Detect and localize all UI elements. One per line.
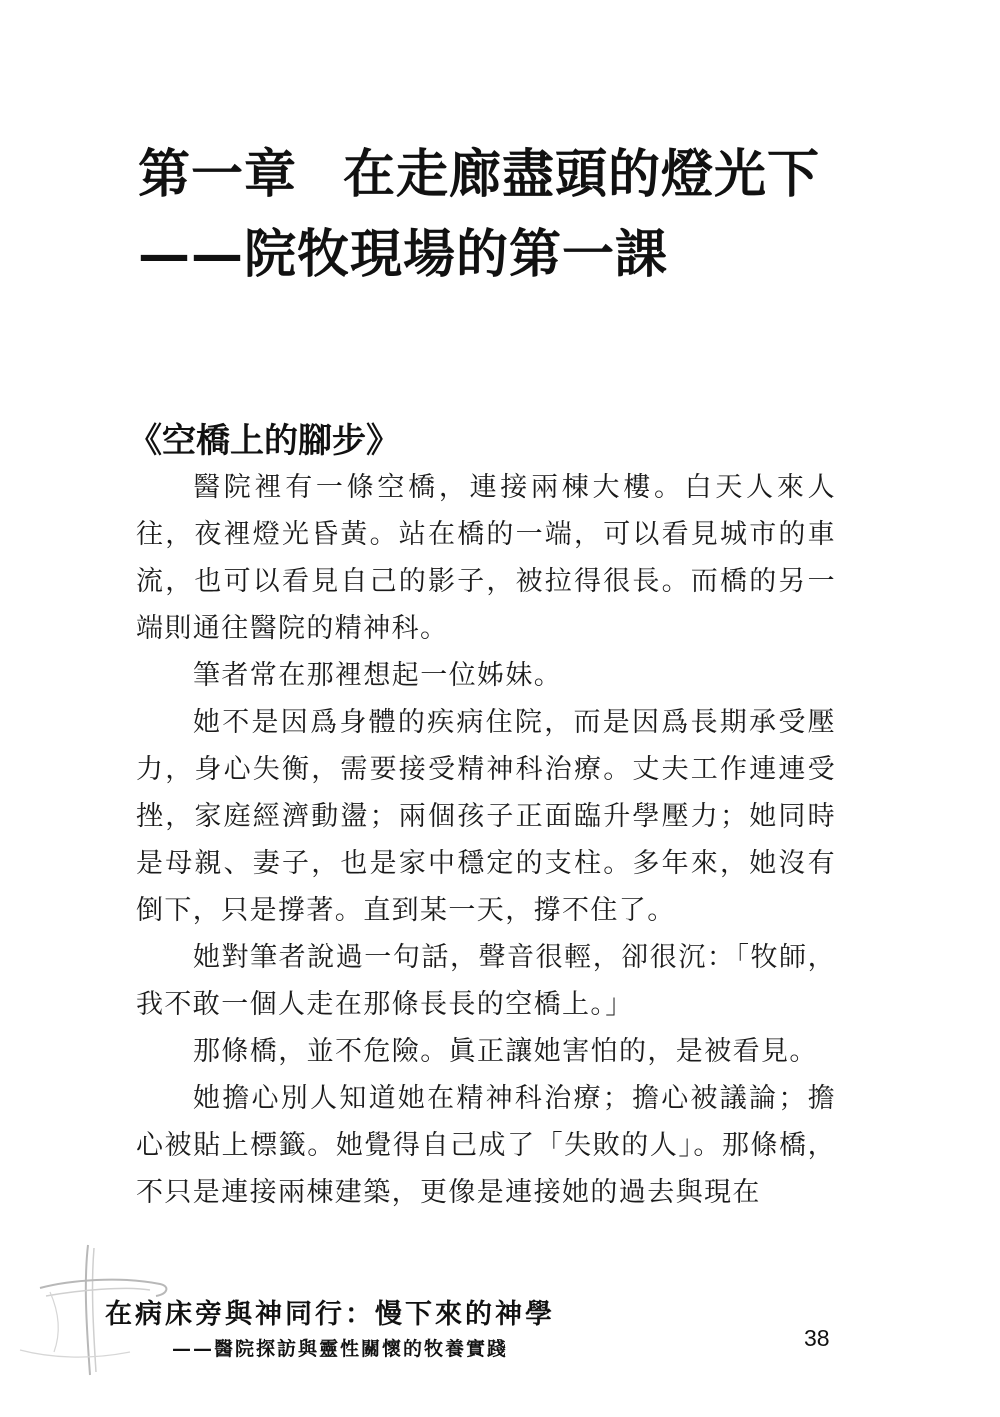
section-heading: 《空橋上的腳步》 [128, 421, 400, 461]
page-footer [0, 1230, 1000, 1417]
chapter-title [138, 135, 918, 295]
paragraph: 她擔心別人知道她在精神科治療；擔心被議論；擔心被貼上標籤。她覺得自己成了「失敗的人」。那條橋，不只是連接兩棟建築，更像是連接她的過去與現在 [136, 1083, 836, 1208]
body-text [136, 464, 836, 1216]
page-number: 38 [804, 1325, 830, 1351]
book-subtitle: ——醫院探訪與靈性關懷的牧養實踐 [172, 1338, 509, 1360]
chapter-name: 在走廊盡頭的燈光下 [343, 144, 821, 205]
chapter-title-line-1 [138, 135, 918, 215]
book-title: 在病床旁與神同行：慢下來的神學 [105, 1299, 555, 1330]
paragraph: 那條橋，並不危險。眞正讓她害怕的，是被看見。 [193, 1036, 818, 1067]
paragraph: 醫院裡有一條空橋，連接兩棟大樓。白天人來人往，夜裡燈光昏黃。站在橋的一端，可以看見城市的車流，也可以看見自己的影子，被拉得很長。而橋的另一端則通往醫院的精神科。 [136, 472, 836, 644]
paragraph: 她對筆者說過一句話，聲音很輕，卻很沉：「牧師，我不敢一個人走在那條長長的空橋上。」 [136, 942, 836, 1020]
chapter-subtitle: ——院牧現場的第一課 [138, 224, 669, 285]
paragraph: 她不是因爲身體的疾病住院，而是因爲長期承受壓力，身心失衡，需要接受精神科治療。丈夫工作連連受挫，家庭經濟動盪；兩個孩子正面臨升學壓力；她同時是母親、妻子，也是家中穩定的支柱。多年來，她沒有倒下，只是撐著。直到某一天，撐不住了。 [136, 707, 836, 926]
chapter-number: 第一章 [138, 144, 298, 205]
paragraph: 筆者常在那裡想起一位姊妹。 [193, 660, 563, 691]
